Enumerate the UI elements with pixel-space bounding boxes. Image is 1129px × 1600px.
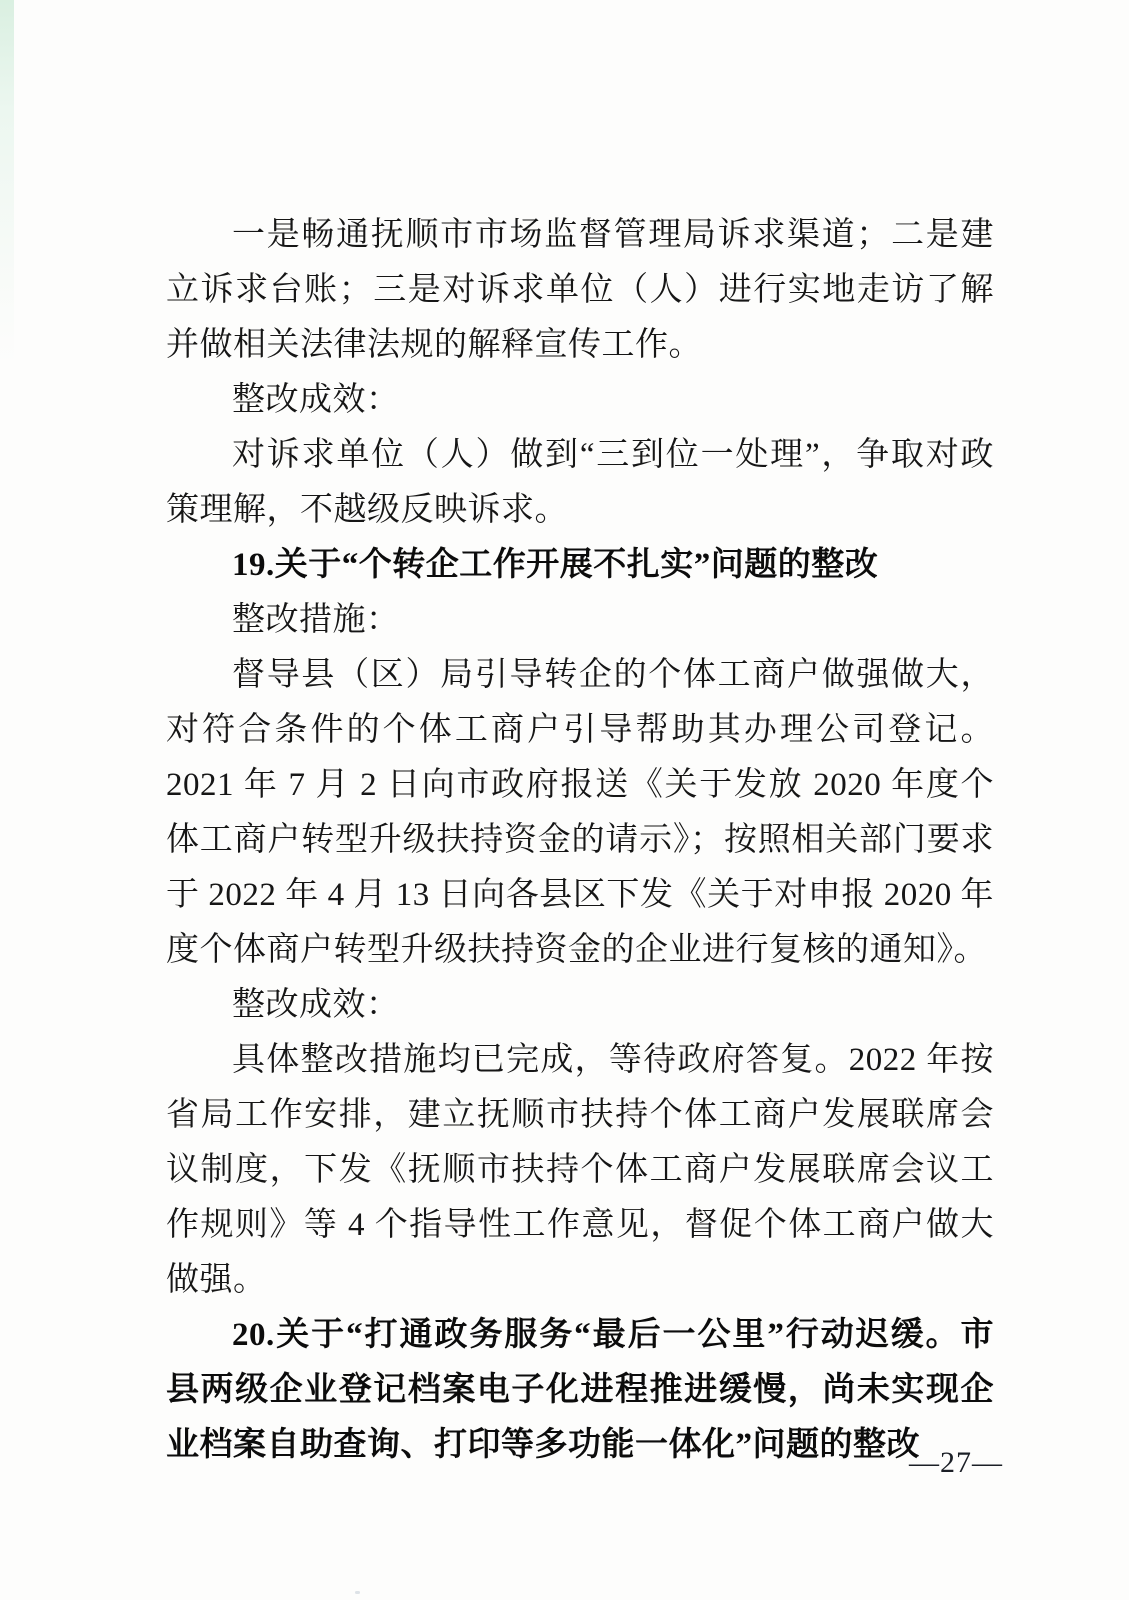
document-body (166, 208, 994, 1473)
section-heading-item-19: 19.关于“个转企工作开展不扎实”问题的整改 (232, 547, 879, 583)
page-number: —27— (909, 1446, 1003, 1479)
paragraph-results-detail: 对诉求单位（人）做到“三到位一处理”，争取对政策理解，不越级反映诉求。 (166, 437, 994, 528)
paragraph-item19-results: 具体整改措施均已完成，等待政府答复。2022 年按省局工作安排，建立抚顺市扶持个体工商户发展联席会议制度，下发《抚顺市扶持个体工商户发展联席会议工作规则》等 4 个指导性工作意见，督促个体工商户做大做强。 (166, 1042, 995, 1298)
section-heading-item-20: 20.关于“打通政务服务“最后一公里”行动迟缓。市县两级企业登记档案电子化进程推进缓慢，尚未实现企业档案自助查询、打印等多功能一体化”问题的整改 (166, 1317, 994, 1463)
scan-noise-speck (355, 1591, 360, 1594)
label-rectification-results: 整改成效： (232, 382, 400, 418)
label-rectification-results-2: 整改成效： (232, 987, 400, 1023)
scan-artifact-strip (0, 0, 14, 365)
label-rectification-measures: 整改措施： (232, 602, 400, 638)
paragraph-item19-measures: 督导县（区）局引导转企的个体工商户做强做大，对符合条件的个体工商户引导帮助其办理公司登记。2021 年 7 月 2 日向市政府报送《关于发放 2020 年度个体工商户转型升级扶持资金的请示》；按照相关部门要求于 2022 年 4 月 13 日向各县区下发《关于对申报 2020 年度个体商户转型升级扶持资金的企业进行复核的通知》。 (166, 657, 994, 968)
paragraph-measures-list: 一是畅通抚顺市市场监督管理局诉求渠道；二是建立诉求台账；三是对诉求单位（人）进行实地走访了解并做相关法律法规的解释宣传工作。 (166, 217, 994, 363)
